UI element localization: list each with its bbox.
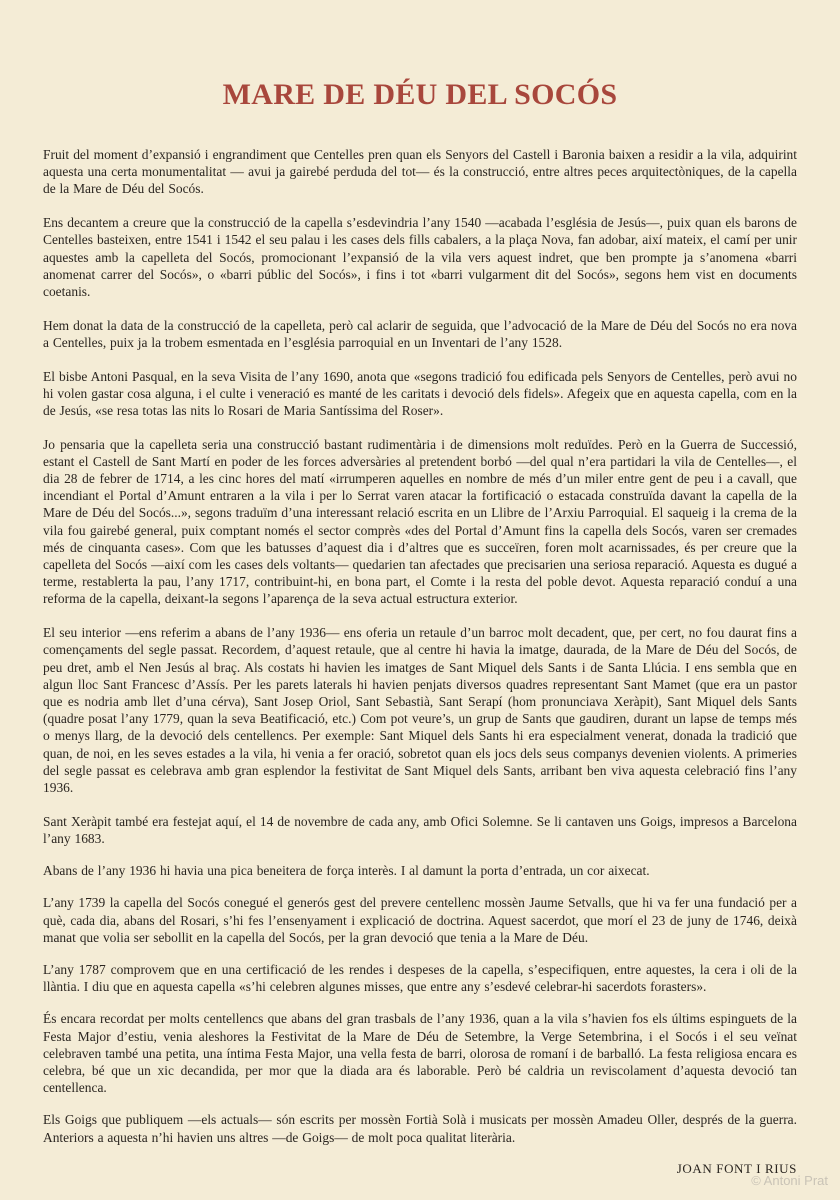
paragraph-12: Els Goigs que publiquem —els actuals— són escrits per mossèn Fortià Solà i musicats per mossèn Amadeu Oller, després de la guerra. Anteriors a aquesta n’hi havien uns altres —de Goigs— de molt poca qualitat literària.	[43, 1112, 797, 1145]
author-signature: JOAN FONT I RIUS	[676, 1160, 797, 1176]
paragraph-5: Jo pensaria que la capelleta seria una construcció bastant rudimentària i de dimensions molt reduïdes. Però en la Guerra de Successió, estant el Castell de Sant Martí en poder de les forces adversàries al pretendent borbó —del qual n’era partidari la vila de Centelles—, el dia 28 de febrer de 1714, a les cinc hores del matí «irrumperen aquelles en nombre de més d’un miler entre gent de peu i a cavall, que incendiant el Portal d’Amunt entraren a la vila i per lo Serrat varen atacar la fortificació o estacada construïda davant la capella de la Mare de Déu del Socós...», segons traduïm d’una interessant relació escrita en un Llibre de l’Arxiu Parroquial. El saqueig i la crema de la vila fou gairebé general, puix comptant només el sector comprès «des del Portal d’Amunt fins la capella dels Socós, varen ser cremades més de cinquanta cases». Com que les batusses d’aquest dia i d’altres que es succeïren, foren molt acarnissades, és per creure que la capelleta del Socós —així com les cases dels voltants— quedarien tan afectades que precisarien una seriosa reparació. Aquesta es dugué a terme, restablerta la pau, l’any 1717, contribuint-hi, en bona part, el Comte i la resta del poble devot. Aquesta reparació conduí a una reforma de la capella, deixant-la segons l’aparença de la seva actual estructura exterior.	[43, 436, 797, 607]
paragraph-9: L’any 1739 la capella del Socós conegué el generós gest del prevere centellenc mossèn Jaume Setvalls, que hi va fer una fundació per a què, cada dia, abans del Rosari, s’hi fes l’ensenyament i explicació de doctrina. Aquest sacerdot, que morí el 23 de juny de 1746, deixà manat que volia ser sebollit en la capella del Socós, per la gran devoció que tenia a la Mare de Déu.	[43, 895, 797, 945]
paragraph-2: Ens decantem a creure que la construcció de la capella s’esdevindria l’any 1540 —acabada l’església de Jesús—, puix quan els barons de Centelles basteixen, entre 1541 i 1542 el seu palau i les cases dels fills cabalers, a la plaça Nova, fan adobar, així mateix, el camí per unir aquestes amb la capelleta del Socós, promocionant l’expansió de la vila vers aquest indret, que ben prompte ja s’anomena «barri anomenat carrer del Socós», o «barri públic del Socós», i fins i tot «barri vulgarment dit del Socós», segons hem vist en documents coetanis.	[43, 215, 797, 299]
paragraph-11: És encara recordat per molts centellencs que abans del gran trasbals de l’any 1936, quan a la vila s’havien fos els últims espinguets de la Festa Major d’estiu, venia aleshores la Festivitat de la Mare de Déu de Setembre, la Verge Setembrina, i el Socós i el seu veïnat celebraven també una petita, una íntima Festa Major, una vella festa de barri, olorosa de romaní i de barballó. La festa religiosa encara es celebra, bé que un xic decandida, per mor que la diada ara és laborable. Però bé caldria un reviscolament d’aquesta devoció tan centellenca.	[43, 1011, 797, 1096]
paragraph-4: El bisbe Antoni Pasqual, en la seva Visita de l’any 1690, anota que «segons tradició fou edificada pels Senyors de Centelles, però avui no hi volen gastar cosa alguna, i el culte i veneració es manté de les caritats i devoció dels fidels». Afegeix que en aquesta capella, com en la de Jesús, «se resa totas las nits lo Rosari de Maria Santíssima del Roser».	[43, 368, 797, 418]
paragraph-3: Hem donat la data de la construcció de la capelleta, però cal aclarir de seguida, que l’advocació de la Mare de Déu del Socós no era nova a Centelles, puix ja la trobem esmentada en l’església parroquial en un Inventari de l’any 1528.	[43, 317, 797, 350]
copyright-watermark: © Antoni Prat	[751, 1173, 828, 1188]
paragraph-7: Sant Xeràpit també era festejat aquí, el 14 de novembre de cada any, amb Ofici Solemne. Se li cantaven uns Goigs, impresos a Barcelona l’any 1683.	[43, 813, 797, 846]
paragraph-1: Fruit del moment d’expansió i engrandiment que Centelles pren quan els Senyors del Castell i Baronia baixen a residir a la vila, adquirint aquesta una certa monumentalitat — avui ja gairebé perduda del tot— és la construcció, entre altres peces arquitectòniques, de la capella de la Mare de Déu del Socós.	[43, 147, 797, 197]
paragraph-8: Abans de l’any 1936 hi havia una pica beneitera de força interès. I al damunt la porta d’entrada, un cor aixecat.	[43, 863, 650, 879]
paragraph-10: L’any 1787 comprovem que en una certificació de les rendes i despeses de la capella, s’especifiquen, entre aquestes, la cera i oli de la llàntia. I diu que en aquesta capella «s’hi celebren algunes misses, que entre any s’esdevé celebrar-hi sacerdots forasters».	[43, 961, 797, 995]
page-title: MARE DE DÉU DEL SOCÓS	[222, 78, 618, 111]
paragraph-6: El seu interior —ens referim a abans de l’any 1936— ens oferia un retaule d’un barroc molt decadent, que, per cert, no fou daurat fins a començaments del segle passat. Recordem, d’aquest retaule, que al centre hi havia la imatge, daurada, de la Mare de Déu del Socós, de peu dret, amb el Nen Jesús al braç. Als costats hi havien les imatges de Sant Miquel dels Sants i de Santa Llúcia. I ens sembla que en algun lloc Sant Francesc d’Assís. Per les parets laterals hi havien penjats diversos quadres representant Sant Mamet (que era un pastor que es nodria amb llet d’una cérva), Sant Josep Oriol, Sant Sebastià, Sant Serapí (hom pronunciava Xeràpit), Sant Miquel dels Sants (quadre posat l’any 1779, quan la seva Beatificació, etc.) Com pot veure’s, un grup de Sants que gaudiren, durant un lapse de temps més o menys llarg, de la devoció dels centellencs. Per exemple: Sant Miquel dels Sants hi era especialment venerat, donada la tradició que quan, de noi, en les seves estades a la vila, hi venia a fer oració, sobretot quan els jocs dels seus companys devenien violents. A primeries del segle passat es celebrava amb gran esplendor la festivitat de Sant Miquel dels Sants, arribant ben viva aquesta celebració fins l’any 1936.	[43, 625, 797, 795]
